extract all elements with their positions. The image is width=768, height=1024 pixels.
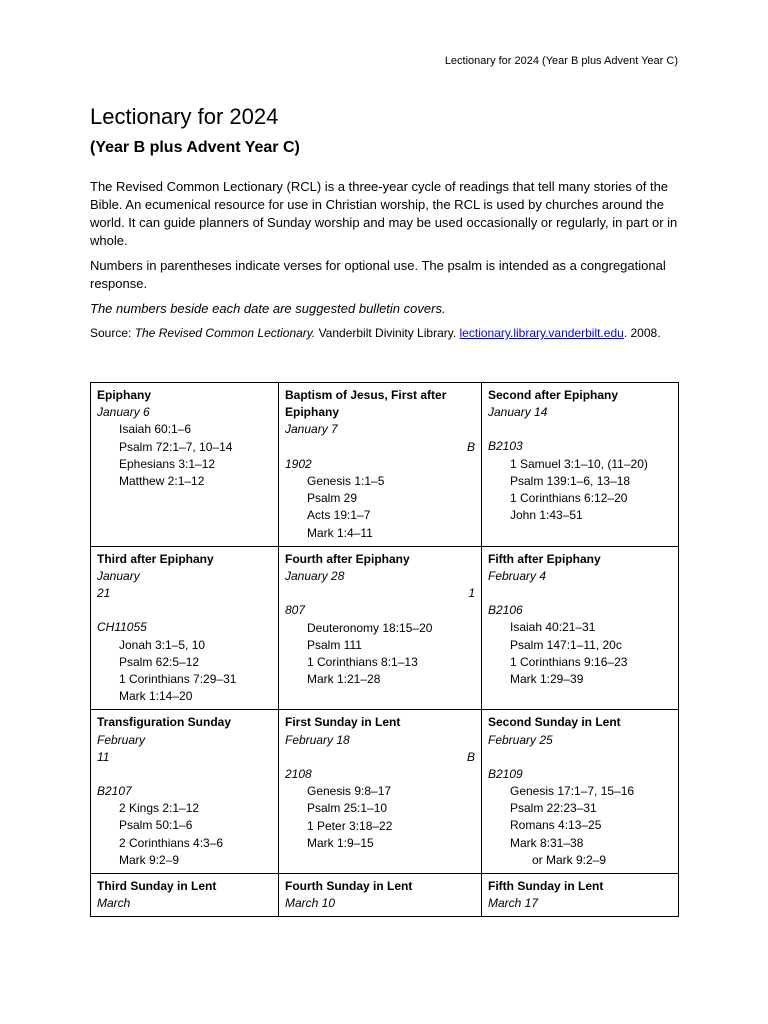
cell-title: Third after Epiphany <box>97 551 214 566</box>
cell-title: Baptism of Jesus, First after Epiphany <box>285 388 447 420</box>
reading: 2 Corinthians 4:3–6 <box>119 835 224 850</box>
lectionary-table <box>90 382 679 917</box>
cell-title: Fourth Sunday in Lent <box>285 879 413 894</box>
cell-date: January 28 <box>285 569 345 584</box>
reading: Jonah 3:1–5, 10 <box>119 637 206 652</box>
table-cell <box>91 710 279 874</box>
intro-section <box>90 178 690 349</box>
cell-title: Second Sunday in Lent <box>488 715 621 730</box>
reading: Mark 9:2–9 <box>119 852 180 867</box>
reading: Psalm 29 <box>307 491 358 506</box>
table-cell <box>279 383 482 547</box>
table-cell <box>482 710 679 874</box>
cell-date: January <box>97 569 140 584</box>
cell-year-letter: B <box>466 439 475 454</box>
bulletin-cover-number: 1902 <box>285 456 312 471</box>
reading: Psalm 50:1–6 <box>119 818 193 833</box>
cell-date: March 17 <box>488 896 539 911</box>
reading: Isaiah 40:21–31 <box>510 620 596 635</box>
reading: Genesis 17:1–7, 15–16 <box>510 784 635 799</box>
reading: Genesis 1:1–5 <box>307 474 385 489</box>
table-cell <box>279 710 482 874</box>
cell-date-day: 11 <box>97 749 110 764</box>
reading: Acts 19:1–7 <box>307 508 371 523</box>
cell-date: February 4 <box>488 569 547 584</box>
bulletin-cover-number: CH11055 <box>97 620 147 635</box>
reading: Matthew 2:1–12 <box>119 474 205 489</box>
reading: 1 Corinthians 7:29–31 <box>119 672 237 687</box>
cell-title: Epiphany <box>97 388 152 402</box>
cell-date: March <box>97 896 131 911</box>
cell-spacer <box>488 421 672 438</box>
reading: Mark 1:21–28 <box>307 672 381 687</box>
table-row <box>91 874 679 917</box>
cell-title: Third Sunday in Lent <box>97 879 217 894</box>
cell-title: First Sunday in Lent <box>285 715 401 730</box>
running-header: Lectionary for 2024 (Year B plus Advent Year C) <box>444 55 678 67</box>
cell-spacer <box>97 602 272 619</box>
cell-spacer <box>488 585 672 602</box>
source-publisher: Vanderbilt Divinity Library. <box>315 326 460 340</box>
cell-date: February <box>97 732 146 747</box>
reading: John 1:43–51 <box>510 508 583 523</box>
cell-year-letter: B <box>466 749 475 764</box>
reading-alternative: or Mark 9:2–9 <box>532 852 607 867</box>
cell-date: February 25 <box>488 732 553 747</box>
source-citation <box>90 325 690 342</box>
reading: Psalm 111 <box>307 637 362 652</box>
table-cell <box>482 546 679 710</box>
source-title: The Revised Common Lectionary. <box>134 326 316 340</box>
cell-date: January 14 <box>488 405 548 420</box>
cell-spacer <box>97 766 272 783</box>
bulletin-cover-number: B2107 <box>97 784 132 799</box>
table-cell <box>91 383 279 547</box>
reading: 1 Corinthians 6:12–20 <box>510 491 628 506</box>
reading: Psalm 147:1–11, 20c <box>510 637 622 652</box>
reading: Romans 4:13–25 <box>510 818 602 833</box>
table-cell <box>279 874 482 917</box>
cell-title: Transfiguration Sunday <box>97 715 232 730</box>
reading: Psalm 25:1–10 <box>307 801 388 816</box>
cell-date-day: 21 <box>97 586 111 601</box>
source-label: Source: <box>90 326 135 340</box>
reading: Psalm 22:23–31 <box>510 801 597 816</box>
reading: Psalm 139:1–6, 13–18 <box>510 473 631 488</box>
table-cell <box>91 874 279 917</box>
bulletin-cover-number: B2109 <box>488 766 523 781</box>
cell-date: February 18 <box>285 732 350 747</box>
table-cell <box>482 874 679 917</box>
cell-year-letter: 1 <box>468 586 475 601</box>
bulletin-cover-number: 2108 <box>285 767 312 782</box>
cell-title: Fourth after Epiphany <box>285 551 410 566</box>
cell-date: January 7 <box>285 422 338 437</box>
cell-title: Fifth Sunday in Lent <box>488 879 604 894</box>
reading: Mark 1:14–20 <box>119 689 193 704</box>
cell-spacer <box>488 749 672 766</box>
reading: 1 Corinthians 9:16–23 <box>510 654 628 669</box>
reading: 2 Kings 2:1–12 <box>119 801 200 816</box>
bulletin-cover-number: B2106 <box>488 603 523 618</box>
cell-date: January 6 <box>97 405 150 420</box>
table-row <box>91 383 679 547</box>
reading: 1 Corinthians 8:1–13 <box>307 655 418 670</box>
reading: Ephesians 3:1–12 <box>119 456 216 471</box>
reading: Mark 1:9–15 <box>307 835 374 850</box>
reading: Mark 8:31–38 <box>510 835 584 850</box>
table-cell <box>482 383 679 547</box>
page-subtitle: (Year B plus Advent Year C) <box>90 139 300 156</box>
reading: Isaiah 60:1–6 <box>119 422 192 437</box>
reading: Deuteronomy 18:15–20 <box>307 620 433 635</box>
intro-paragraph-covers: The numbers beside each date are suggested bulletin covers. <box>90 301 446 316</box>
reading: Mark 1:4–11 <box>307 525 373 540</box>
source-end: . 2008. <box>623 326 661 340</box>
cell-title: Fifth after Epiphany <box>488 551 601 566</box>
table-row <box>91 710 679 874</box>
intro-paragraph-rcl: The Revised Common Lectionary (RCL) is a three-year cycle of readings that tell many stories of the Bible. An ecumenical resource for use in Christian worship, the RCL is used by churches around the world. It can guide planners of Sunday worship and may be used occasionally or regularly, in part or in whole. <box>90 179 678 248</box>
cell-title: Second after Epiphany <box>488 388 619 402</box>
reading: Mark 1:29–39 <box>510 672 584 687</box>
intro-paragraph-numbers: Numbers in parentheses indicate verses for optional use. The psalm is intended as a congregational response. <box>90 258 666 291</box>
source-link[interactable]: lectionary.library.vanderbilt.edu <box>459 326 624 340</box>
reading: 1 Peter 3:18–22 <box>307 818 393 833</box>
table-row <box>91 546 679 710</box>
bulletin-cover-number: 807 <box>285 603 306 618</box>
cell-date: March 10 <box>285 896 336 911</box>
table-cell <box>279 546 482 710</box>
bulletin-cover-number: B2103 <box>488 439 523 454</box>
reading: 1 Samuel 3:1–10, (11–20) <box>510 456 648 471</box>
table-cell <box>91 546 279 710</box>
reading: Psalm 72:1–7, 10–14 <box>119 439 233 454</box>
reading: Genesis 9:8–17 <box>307 784 392 799</box>
reading: Psalm 62:5–12 <box>119 654 200 669</box>
page-title: Lectionary for 2024 <box>90 104 279 129</box>
